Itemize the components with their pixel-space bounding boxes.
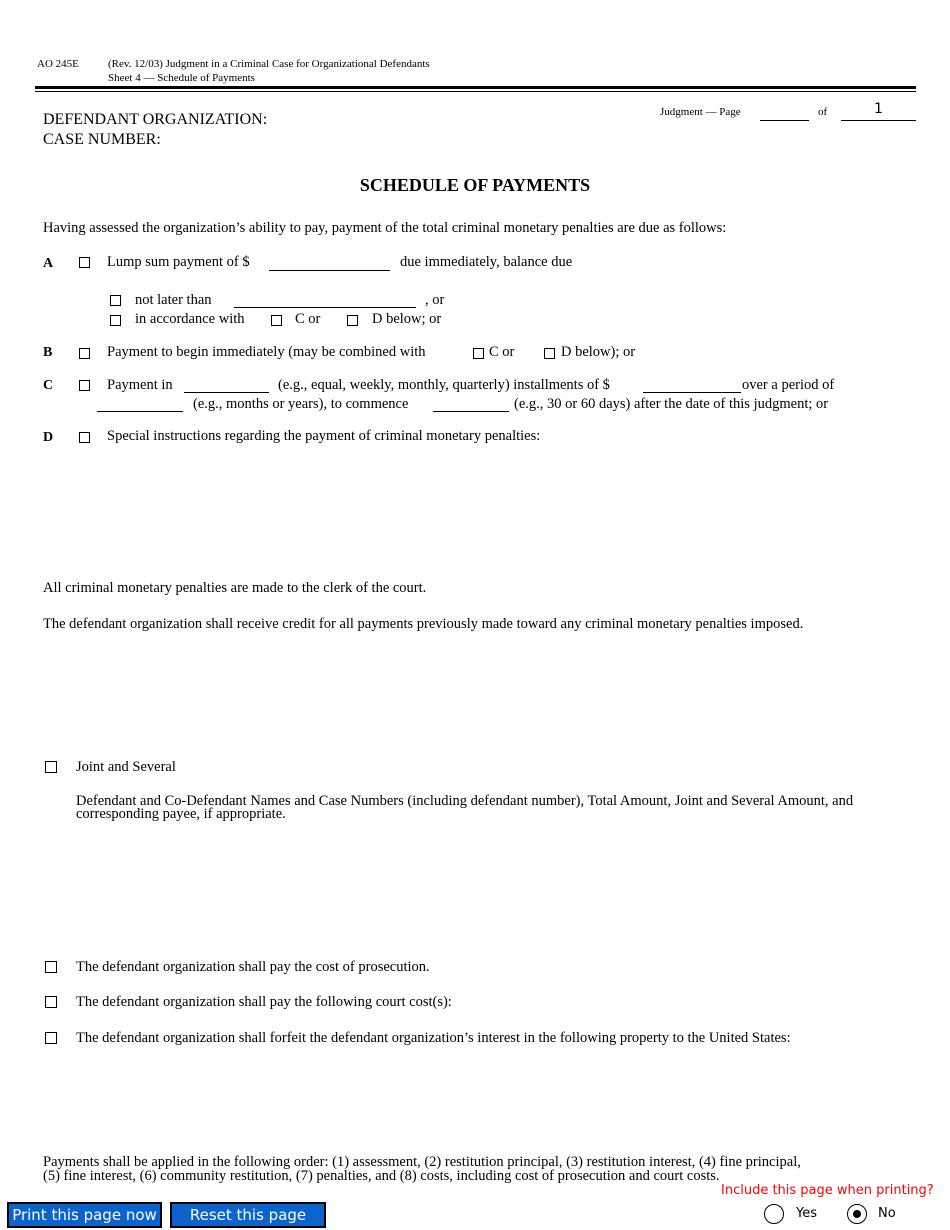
lump-sum-label: Lump sum payment of $ bbox=[107, 254, 250, 270]
form-code: AO 245E bbox=[37, 58, 79, 70]
special-instructions-label: Special instructions regarding the payment of criminal monetary penalties: bbox=[107, 428, 541, 444]
selected-dot bbox=[853, 1210, 861, 1218]
prosecution-cost-checkbox[interactable] bbox=[45, 961, 57, 973]
special-instructions-field[interactable] bbox=[107, 450, 907, 565]
payment-begin-label: Payment to begin immediately (may be combined with bbox=[107, 344, 426, 360]
include-no-radio[interactable] bbox=[847, 1204, 867, 1224]
not-later-than-checkbox[interactable] bbox=[110, 295, 121, 306]
option-b-d-checkbox[interactable] bbox=[544, 348, 555, 359]
court-cost-checkbox[interactable] bbox=[45, 996, 57, 1008]
credit-text: The defendant organization shall receive credit for all payments previously made toward any criminal monetary penalties imposed. bbox=[43, 616, 804, 632]
include-page-prompt: Include this page when printing? bbox=[721, 1183, 934, 1198]
payment-in-label: Payment in bbox=[107, 377, 173, 393]
option-b-letter: B bbox=[43, 345, 53, 360]
joint-several-checkbox[interactable] bbox=[45, 761, 57, 773]
option-d-checkbox[interactable] bbox=[79, 432, 90, 443]
defendant-org-label: DEFENDANT ORGANIZATION: bbox=[43, 111, 268, 128]
include-no-label: No bbox=[878, 1206, 896, 1221]
forfeit-label: The defendant organization shall forfeit the defendant organization’s interest in the following property to the United States: bbox=[76, 1030, 791, 1046]
joint-several-field[interactable] bbox=[76, 828, 906, 943]
joint-several-desc-line1: Defendant and Co-Defendant Names and Case Numbers (including defendant number), Total Amount, Joint and Several Amount, and bbox=[76, 793, 854, 809]
sheet-label: Sheet 4 — Schedule of Payments bbox=[108, 72, 255, 84]
include-yes-label: Yes bbox=[796, 1206, 817, 1221]
option-d-letter: D bbox=[43, 430, 54, 445]
option-c-checkbox[interactable] bbox=[79, 380, 90, 391]
or-label: , or bbox=[425, 292, 445, 308]
clerk-text: All criminal monetary penalties are made to the clerk of the court. bbox=[43, 580, 427, 596]
accordance-c-checkbox[interactable] bbox=[271, 315, 282, 326]
prosecution-cost-label: The defendant organization shall pay the cost of prosecution. bbox=[76, 959, 430, 975]
in-accordance-checkbox[interactable] bbox=[110, 315, 121, 326]
header-rule bbox=[35, 86, 916, 89]
page-number-field[interactable] bbox=[760, 120, 809, 121]
due-immediately-label: due immediately, balance due bbox=[400, 254, 573, 270]
after-judgment-label: (e.g., 30 or 60 days) after the date of this judgment; or bbox=[514, 396, 829, 412]
payment-order-line2: (5) fine interest, (6) community restitution, (7) penalties, and (8) costs, including cost of prosecution and court costs. bbox=[43, 1168, 720, 1184]
installment-amount-field[interactable] bbox=[643, 392, 741, 393]
installments-label: (e.g., equal, weekly, monthly, quarterly) installments of $ bbox=[278, 377, 610, 393]
period-field[interactable] bbox=[97, 411, 183, 412]
total-pages-field[interactable] bbox=[841, 120, 916, 121]
not-later-than-date-field[interactable] bbox=[234, 307, 416, 308]
judgment-page-label: Judgment — Page bbox=[660, 106, 741, 118]
to-commence-label: (e.g., months or years), to commence bbox=[193, 396, 409, 412]
option-c-letter: C bbox=[43, 378, 54, 393]
joint-several-desc-line2: corresponding payee, if appropriate. bbox=[76, 806, 286, 822]
commence-days-field[interactable] bbox=[433, 411, 509, 412]
accordance-d-label: D below; or bbox=[372, 311, 442, 327]
option-b-c-checkbox[interactable] bbox=[473, 348, 484, 359]
accordance-d-checkbox[interactable] bbox=[347, 315, 358, 326]
forfeit-checkbox[interactable] bbox=[45, 1032, 57, 1044]
option-b-c-label: C or bbox=[489, 344, 515, 360]
intro-text: Having assessed the organization’s ability to pay, payment of the total criminal monetary penalties are due as follows: bbox=[43, 220, 727, 236]
reset-page-button[interactable]: Reset this page bbox=[170, 1202, 326, 1228]
print-page-button[interactable]: Print this page now bbox=[7, 1202, 162, 1228]
installment-frequency-field[interactable] bbox=[184, 392, 269, 393]
option-b-checkbox[interactable] bbox=[79, 348, 90, 359]
over-period-label: over a period of bbox=[742, 377, 835, 393]
court-cost-label: The defendant organization shall pay the following court cost(s): bbox=[76, 994, 452, 1010]
case-number-label: CASE NUMBER: bbox=[43, 131, 161, 148]
total-pages-value: 1 bbox=[874, 101, 883, 117]
option-a-checkbox[interactable] bbox=[79, 257, 90, 268]
header-rule-thin bbox=[35, 91, 916, 92]
include-yes-radio[interactable] bbox=[764, 1204, 784, 1224]
option-a-letter: A bbox=[43, 256, 54, 271]
payment-order-line1: Payments shall be applied in the following order: (1) assessment, (2) restitution principal, (3) restitution interest, (4) fine principal, bbox=[43, 1154, 801, 1170]
accordance-c-label: C or bbox=[295, 311, 321, 327]
joint-several-label: Joint and Several bbox=[76, 759, 176, 775]
not-later-than-label: not later than bbox=[135, 292, 212, 308]
lump-sum-amount-field[interactable] bbox=[269, 270, 390, 271]
of-label: of bbox=[818, 106, 828, 118]
in-accordance-label: in accordance with bbox=[135, 311, 245, 327]
form-revision: (Rev. 12/03) Judgment in a Criminal Case for Organizational Defendants bbox=[108, 58, 430, 70]
page-title: SCHEDULE OF PAYMENTS bbox=[359, 175, 591, 195]
option-b-d-label: D below); or bbox=[561, 344, 636, 360]
